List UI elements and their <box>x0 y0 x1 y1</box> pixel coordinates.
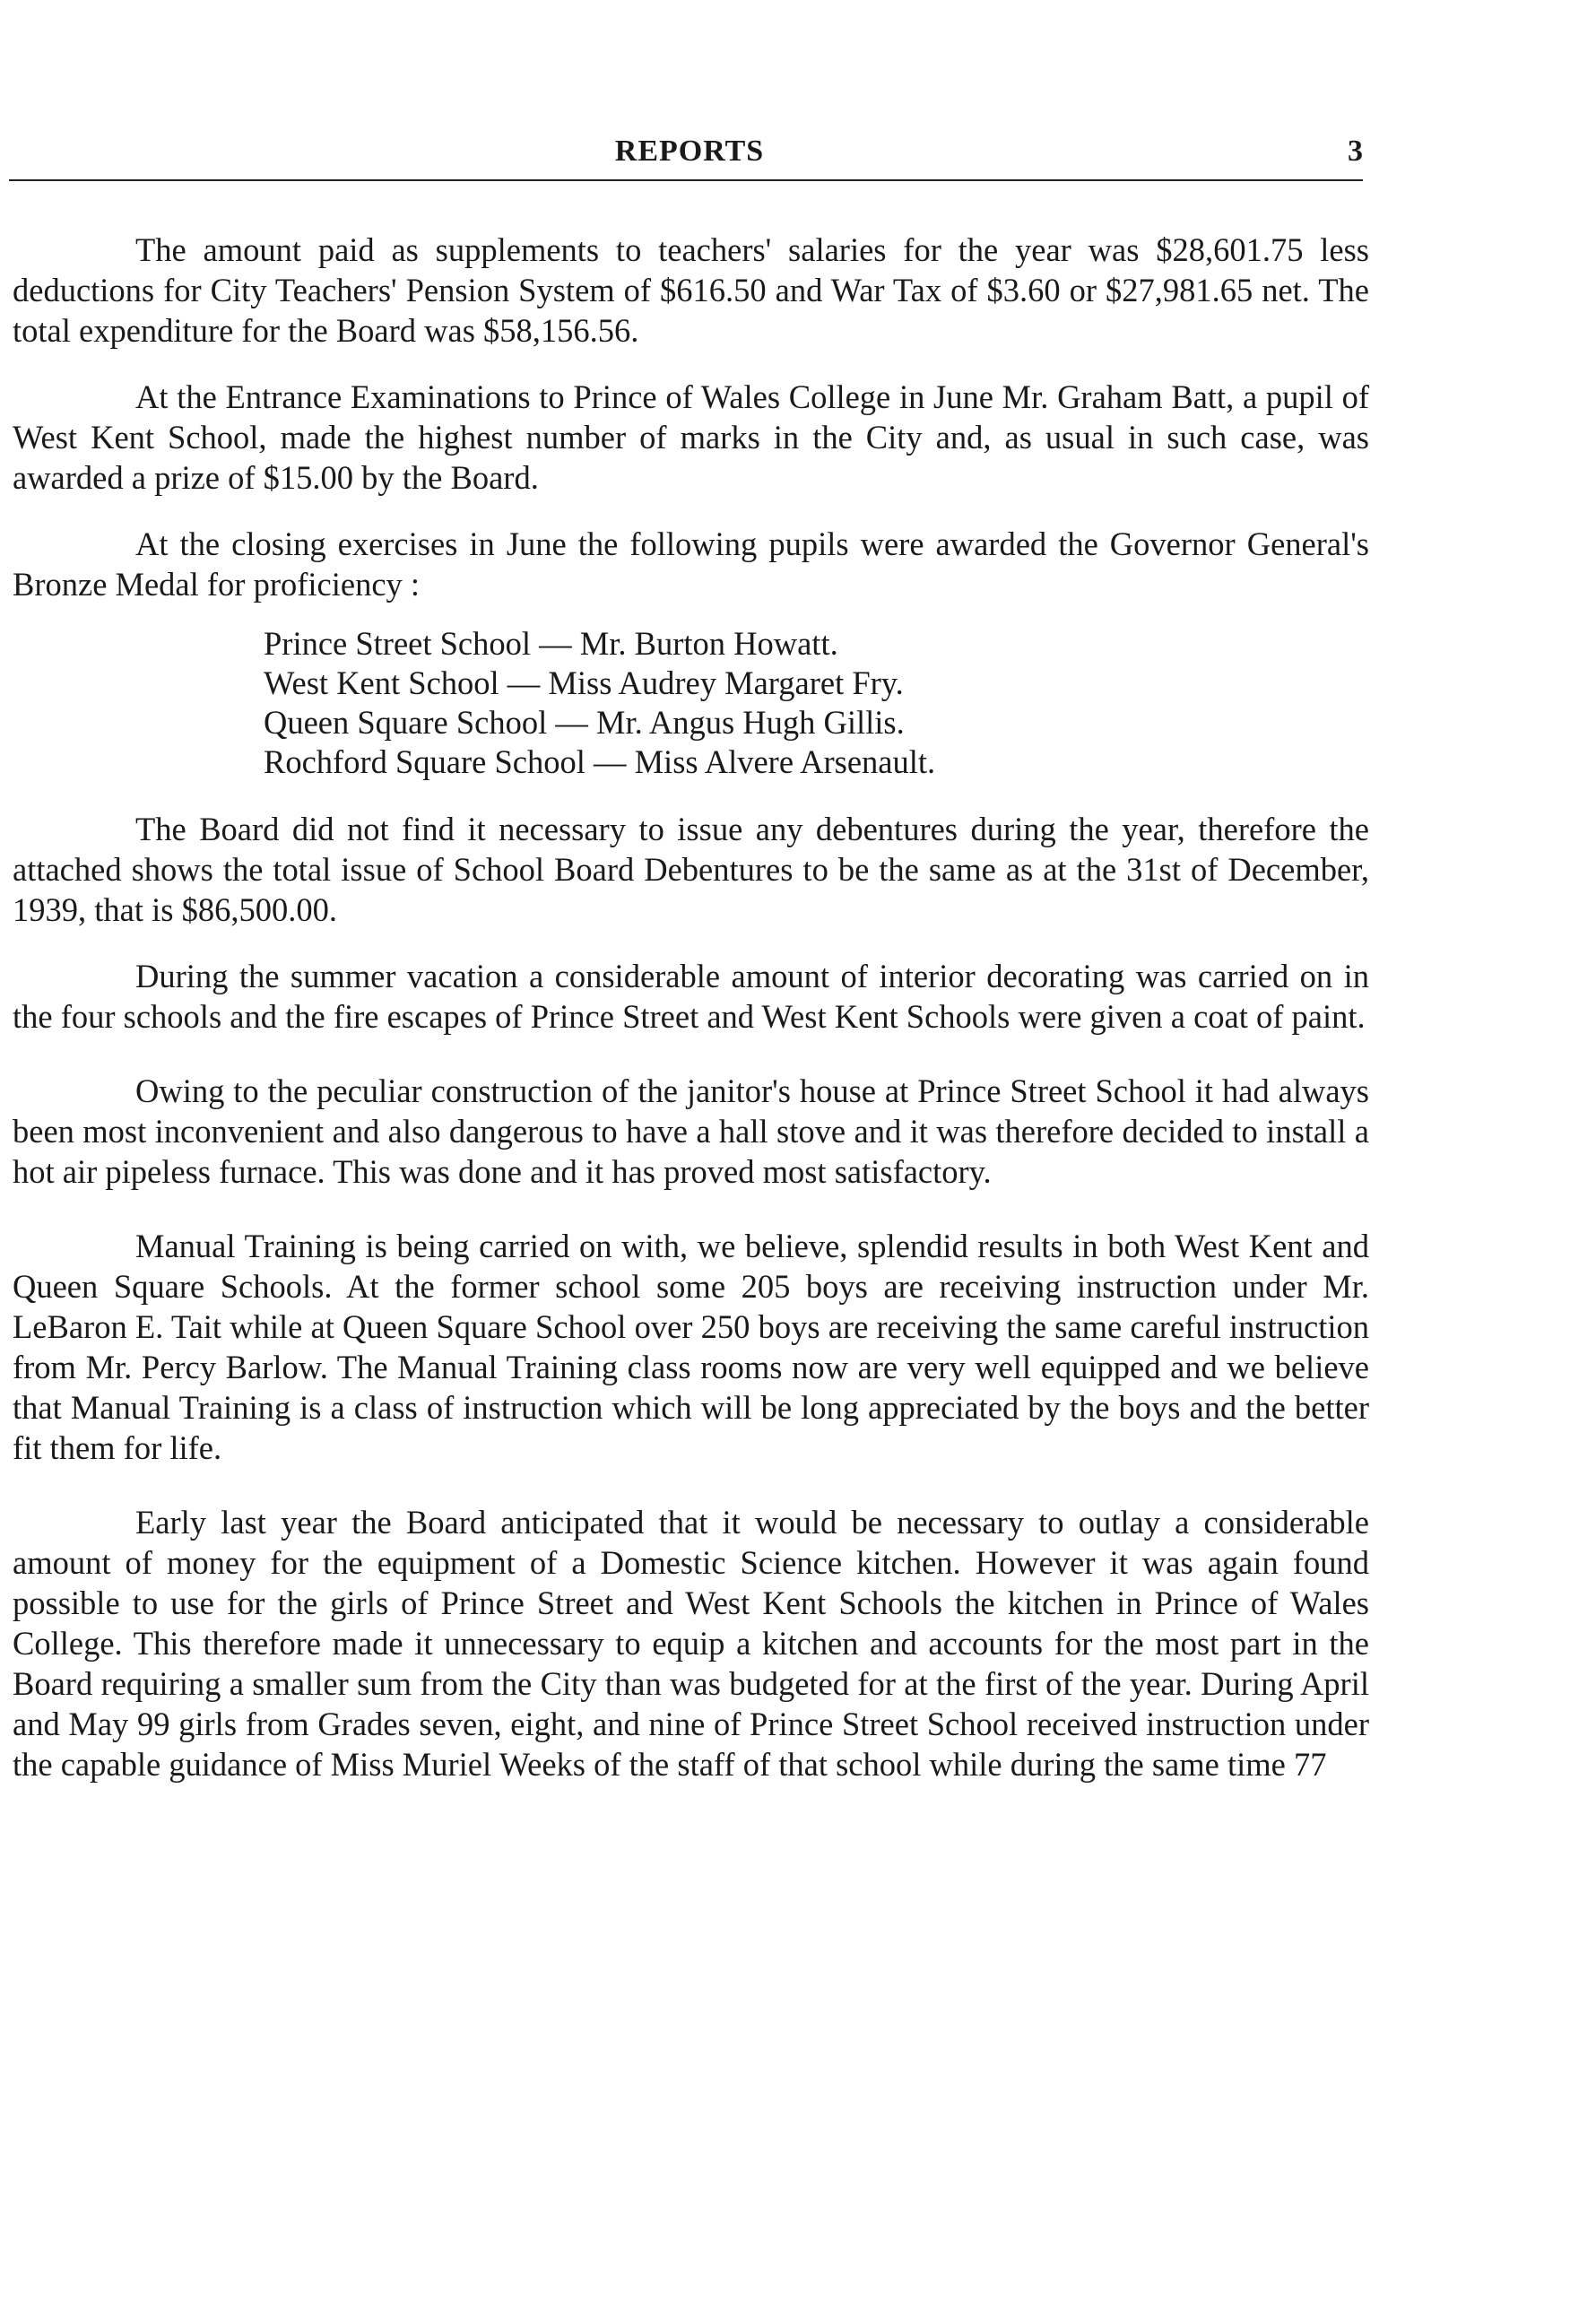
medal-winner-west-kent: West Kent School — Miss Audrey Margaret Fry. <box>264 664 904 701</box>
medal-winner-rochford-square: Rochford Square School — Miss Alvere Arsenault. <box>264 743 936 780</box>
medal-winner-queen-square: Queen Square School — Mr. Angus Hugh Gillis. <box>264 704 905 741</box>
paragraph-furnace: Owing to the peculiar construction of the janitor's house at Prince Street School it had always been most inconvenient and also dangerous to have a hall stove and it was therefore decided to install a hot air pipeless furnace. This was done and it has proved most satisfactory. <box>13 1072 1369 1190</box>
paragraph-closing-exercises: At the closing exercises in June the following pupils were awarded the Governor General's Bronze Medal for proficiency : <box>13 525 1369 603</box>
paragraph-summer-decorating: During the summer vacation a considerable amount of interior decorating was carried on in the four schools and the fire escapes of Prince Street and West Kent Schools were given a coat of paint. <box>13 958 1369 1035</box>
medal-winner-prince-street: Prince Street School — Mr. Burton Howatt. <box>264 625 838 662</box>
page-number: 3 <box>1348 135 1363 168</box>
paragraph-entrance-exams: At the Entrance Examinations to Prince of Wales College in June Mr. Graham Batt, a pupil of West Kent School, made the highest number of marks in the City and, as usual in such case, was awarded a prize of $15.00 by the Board. <box>13 378 1369 496</box>
header-rule <box>9 179 1363 181</box>
medal-winners-list <box>264 624 1369 782</box>
running-header <box>16 135 1363 179</box>
paragraph-domestic-science: Early last year the Board anticipated that it would be necessary to outlay a considerable amount of money for the equipment of a Domestic Science kitchen. However it was again found possible to use for the girls of Prince Street and West Kent Schools the kitchen in Prince of Wales College. This therefore made it unnecessary to equip a kitchen and accounts for the most part in the Board requiring a smaller sum from the City than was budgeted for at the first of the year. During April and May 99 girls from Grades seven, eight, and nine of Prince Street School received instruction under the capable guidance of Miss Muriel Weeks of the staff of that school while during the same time 77 <box>13 1504 1369 1783</box>
paragraph-salaries: The amount paid as supplements to teachers' salaries for the year was $28,601.75 less deductions for City Teachers' Pension System of $616.50 and War Tax of $3.60 or $27,981.65 net. The total expenditure for the Board was $58,156.56. <box>13 231 1369 349</box>
paragraph-debentures: The Board did not find it necessary to issue any debentures during the year, therefore the attached shows the total issue of School Board Debentures to be the same as at the 31st of December, 1939, that is $86,500.00. <box>13 811 1369 928</box>
paragraph-manual-training: Manual Training is being carried on with, we believe, splendid results in both West Kent and Queen Square Schools. At the former school some 205 boys are receiving instruction under Mr. LeBaron E. Tait while at Queen Square School over 250 boys are receiving the same careful instruction from Mr. Percy Barlow. The Manual Training class rooms now are very well equipped and we believe that Manual Training is a class of instruction which will be long appreciated by the boys and the better fit them for life. <box>13 1228 1369 1466</box>
report-body <box>13 230 1369 1810</box>
header-title: REPORTS <box>614 135 765 168</box>
